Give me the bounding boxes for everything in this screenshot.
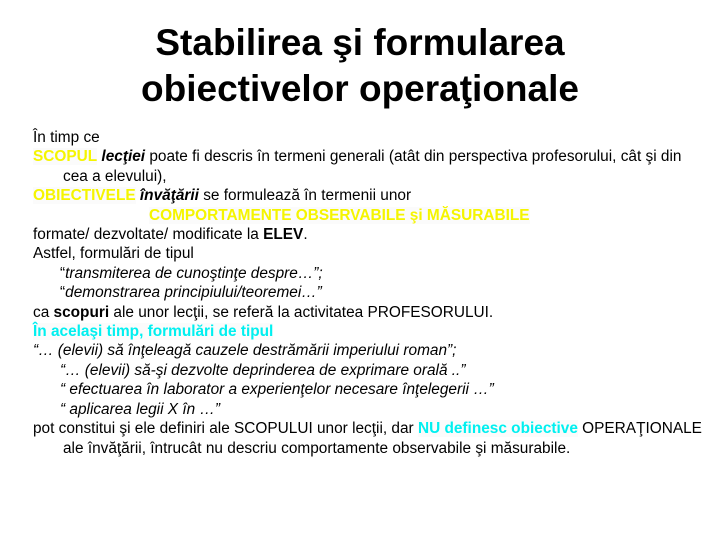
line-in-acelasi-timp <box>33 322 709 341</box>
slide-body <box>33 128 709 458</box>
scopuri-post: ale unor lecţii, se referă la activitatea PROFESORULUI. <box>109 303 494 321</box>
keyword-obiectivele: OBIECTIVELE <box>33 187 136 205</box>
formate-period: . <box>303 226 308 244</box>
line-scopul <box>33 147 709 186</box>
line-astfel: Astfel, formulări de tipul <box>33 245 194 263</box>
keyword-invatarii: învăţării <box>139 187 199 205</box>
pot-constitui-post: OPERAŢIONALE ale învăţării, întrucât nu descriu comportamente observabile şi măsurabile. <box>63 420 702 457</box>
keyword-scopuri: scopuri <box>53 303 110 321</box>
line-comportamente <box>33 206 709 225</box>
line-scopuri <box>33 303 709 322</box>
line-example-legii <box>33 400 709 419</box>
keyword-nu-definesc-obiective: NU definesc obiective <box>417 420 578 438</box>
line-obiectivele <box>33 186 709 205</box>
scopul-description: poate fi descris în termeni generali (atât din perspectiva profesorului, cât şi din cea a elevului), <box>63 148 682 185</box>
pot-constitui-pre: pot constitui şi ele definiri ale SCOPULUI unor lecţii, dar <box>33 420 418 438</box>
keyword-masurabile: MĂSURABILE <box>426 206 530 224</box>
formate-text: formate/ dezvoltate/ modificate la <box>33 226 264 244</box>
keyword-elev: ELEV <box>263 226 304 244</box>
example-legii: “ aplicarea legii X în …” <box>60 400 220 418</box>
line-example-exprimare <box>33 361 709 380</box>
keyword-si: şi <box>405 206 427 224</box>
keyword-in-acelasi-timp: În acelaşi timp, formulări de tipul <box>33 323 274 341</box>
scopuri-pre: ca <box>33 303 54 321</box>
line-in-timp-ce: În timp ce <box>33 129 100 146</box>
line-example-demonstrarea <box>33 283 709 302</box>
obiectivele-description: se formulează în termenii unor <box>198 187 412 205</box>
example-cauzele: “… (elevii) să înţeleagă cauzele destrămării imperiului roman”; <box>33 342 457 360</box>
example-demonstrarea: demonstrarea principiului/teoremei…” <box>65 284 322 302</box>
line-example-intelegerea <box>33 341 709 360</box>
line-pot-constitui <box>33 419 709 458</box>
keyword-comportamente-observabile: COMPORTAMENTE OBSERVABILE <box>149 206 406 224</box>
line-formate <box>33 225 709 244</box>
line-example-transmiterea <box>33 264 709 283</box>
example-laborator: “ efectuarea în laborator a experienţelor necesare înţelegerii …” <box>60 381 494 399</box>
title-line-2: obiectivelor operaţionale <box>141 68 579 109</box>
keyword-scopul: SCOPUL <box>33 148 98 166</box>
title-line-1: Stabilirea şi formularea <box>155 22 565 63</box>
example-transmiterea: transmiterea de cunoştinţe despre…”; <box>65 264 323 282</box>
example-exprimare: “… (elevii) să-şi dezvolte deprinderea de exprimare orală ..” <box>60 361 466 379</box>
quote-open: “ <box>60 284 66 302</box>
slide-title <box>0 20 720 112</box>
quote-open: “ <box>60 264 66 282</box>
keyword-lectiei: lecţiei <box>101 148 146 166</box>
line-example-laborator <box>33 380 709 399</box>
